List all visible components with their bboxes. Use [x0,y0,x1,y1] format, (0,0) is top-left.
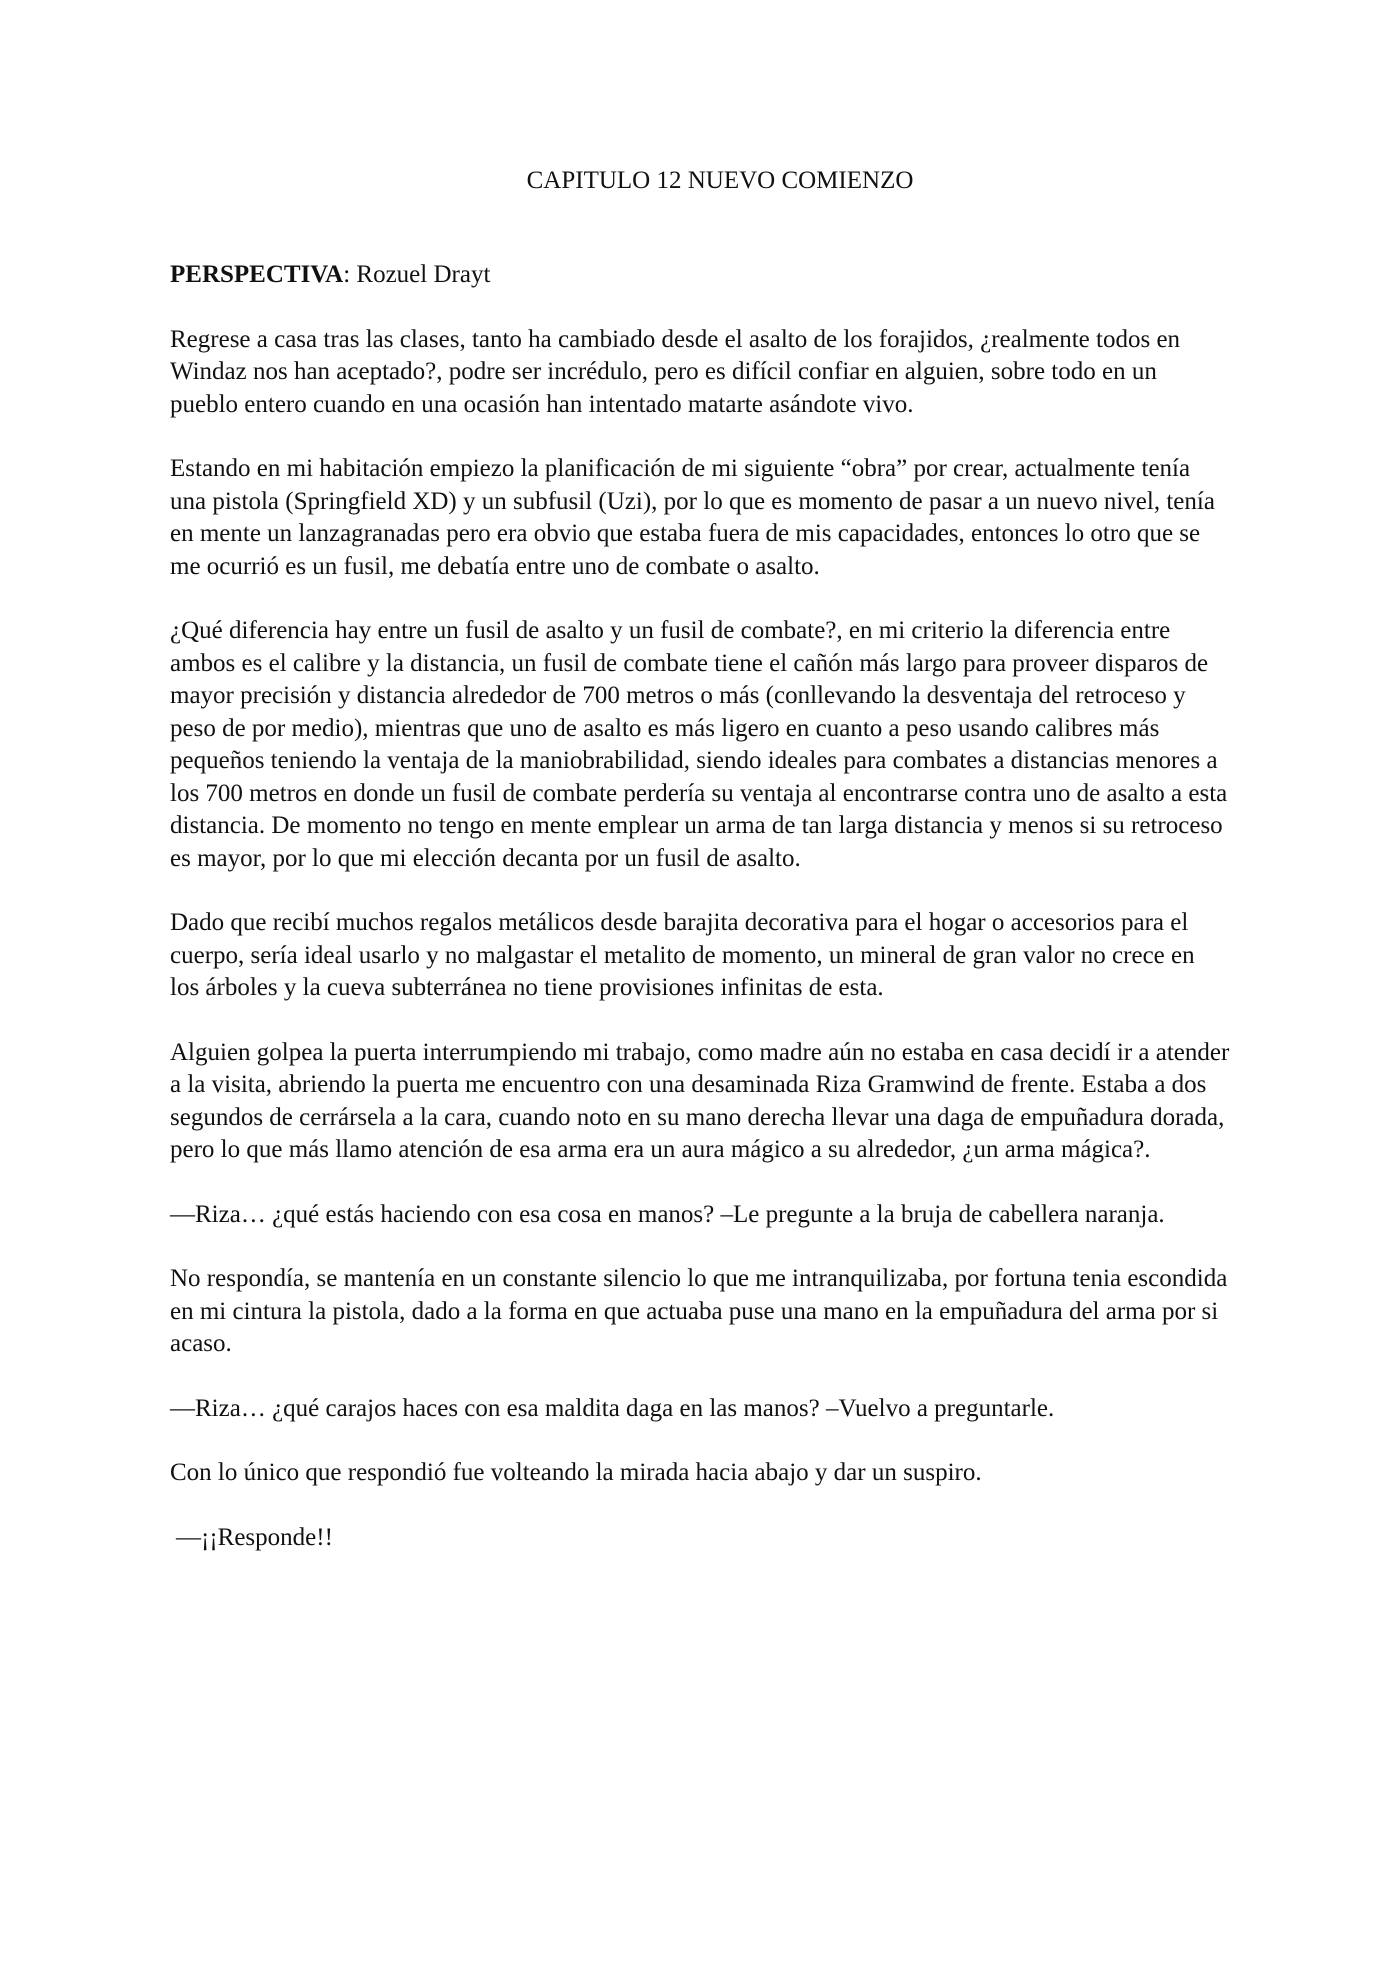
paragraph: No respondía, se mantenía en un constante silencio lo que me intranquilizaba, por fortuna tenia escondida en mi cintura la pistola, dado a la forma en que actuaba puse una mano en la empuñadura del arma por si acaso. [170,1265,1228,1357]
paragraph: Regrese a casa tras las clases, tanto ha cambiado desde el asalto de los forajidos, ¿realmente todos en Windaz nos han aceptado?, podre ser incrédulo, pero es difícil confiar en alguien, sobre todo en un pueblo entero cuando en una ocasión han intentado matarte asándote vivo. [170,325,1181,418]
perspective-label: PERSPECTIVA [170,261,344,288]
paragraph: Alguien golpea la puerta interrumpiendo mi trabajo, como madre aún no estaba en casa decidí ir a atender a la visita, abriendo la puerta me encuentro con una desaminada Riza Gramwind de frente. Estaba a dos segundos de cerrársela a la cara, cuando noto en su mano derecha llevar una daga de empuñadura dorada, pero lo que más llamo atención de esa arma era un aura mágico a su alrededor, ¿un arma mágica?. [170,1038,1230,1163]
dialogue-paragraph: —¡¡Responde!! [176,1523,333,1551]
document-body [170,165,1230,1586]
paragraph: Con lo único que respondió fue volteando la mirada hacia abajo y dar un suspiro. [170,1459,982,1486]
chapter-title: CAPITULO 12 NUEVO COMIENZO [526,167,914,194]
paragraph: ¿Qué diferencia hay entre un fusil de asalto y un fusil de combate?, en mi criterio la diferencia entre ambos es el calibre y la distancia, un fusil de combate tiene el cañón más largo para proveer disparos de mayor precisión y distancia alrededor de 700 metros o más (conllevando la desventaja del retroceso y peso de por medio), mientras que uno de asalto es más ligero en cuanto a peso usando calibres más pequeños teniendo la ventaja de la maniobrabilidad, siendo ideales para combates a distancias menores a los 700 metros en donde un fusil de combate perdería su ventaja al encontrarse contra uno de asalto a esta distancia. De momento no tengo en mente emplear un arma de tan larga distancia y menos si su retroceso es mayor, por lo que mi elección decanta por un fusil de asalto. [170,617,1228,872]
perspective-name: Rozuel Drayt [356,261,491,288]
paragraph: Dado que recibí muchos regalos metálicos desde barajita decorativa para el hogar o accesorios para el cuerpo, sería ideal usarlo y no malgastar el metalito de momento, un mineral de gran valor no crece en los árboles y la cueva subterránea no tiene provisiones infinitas de esta. [170,909,1195,1001]
dialogue-paragraph: —Riza… ¿qué estás haciendo con esa cosa en manos? –Le pregunte a la bruja de cabellera naranja. [170,1200,1165,1228]
dialogue-paragraph: —Riza… ¿qué carajos haces con esa maldita daga en las manos? –Vuelvo a preguntarle. [170,1394,1055,1422]
perspective-line [170,259,1230,292]
paragraph: Estando en mi habitación empiezo la planificación de mi siguiente “obra” por crear, actualmente tenía una pistola (Springfield XD) y un subfusil (Uzi), por lo que es momento de pasar a un nuevo nivel, tenía en mente un lanzagranadas pero era obvio que estaba fuera de mis capacidades, entonces lo otro que se me ocurrió es un fusil, me debatía entre uno de combate o asalto. [170,455,1215,580]
perspective-separator: : [343,261,357,288]
